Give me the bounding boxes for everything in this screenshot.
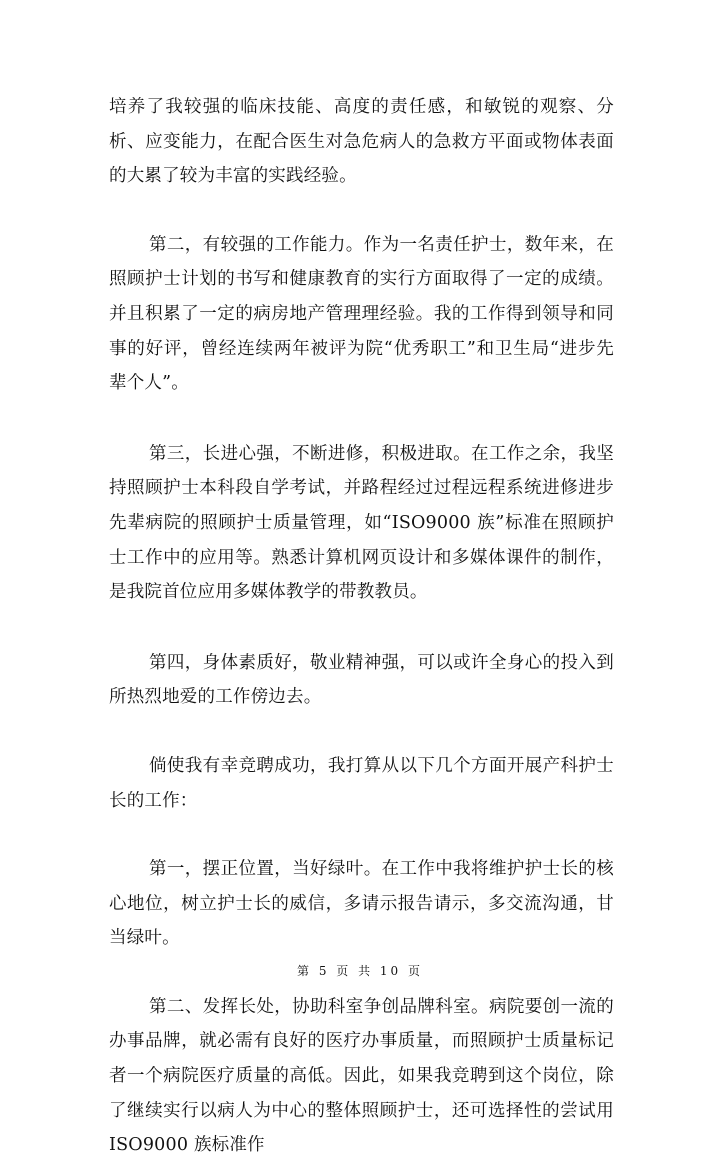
paragraph-third-point: 第三，长进心强，不断进修，积极进取。在工作之余，我坚持照顾护士本科段自学考试，并路程经过过程远程系统进修进步先辈病院的照顾护士质量管理，如“ISO9000 族”标准在照顾护士工作中的应用等。熟悉计算机网页设计和多媒体课件的制作，是我院首位应用多媒体教学的带教教员。 — [109, 443, 614, 603]
paragraph-continuation: 培养了我较强的临床技能、高度的责任感，和敏锐的观察、分析、应变能力，在配合医生对急危病人的急救方平面或物体表面的大累了较为丰富的实践经验。 — [109, 97, 614, 187]
paragraph-plan-first: 第一，摆正位置，当好绿叶。在工作中我将维护护士长的核心地位，树立护士长的威信，多请示报告请示，多交流沟通，甘当绿叶。 — [109, 859, 614, 949]
page-number-footer: 第 5 页 共 10 页 — [297, 964, 423, 978]
paragraph-plan-second: 第二、发挥长处，协助科室争创品牌科室。病院要创一流的办事品牌，就必需有良好的医疗办事质量，而照顾护士质量标记者一个病院医疗质量的高低。因此，如果我竞聘到这个岗位，除了继续实行以病人为中心的整体照顾护士，还可选择性的尝试用 ISO9000 族标准作 — [109, 996, 614, 1156]
document-body — [109, 90, 614, 1163]
paragraph-fourth-point: 第四，身体素质好，敬业精神强，可以或许全身心的投入到所热烈地爱的工作傍边去。 — [109, 652, 614, 708]
paragraph-plan-intro: 倘使我有幸竞聘成功，我打算从以下几个方面开展产科护士长的工作： — [109, 755, 614, 811]
paragraph-second-point: 第二，有较强的工作能力。作为一名责任护士，数年来，在照顾护士计划的书写和健康教育的实行方面取得了一定的成绩。并且积累了一定的病房地产管理理经验。我的工作得到领导和同事的好评，曾经连续两年被评为院“优秀职工”和卫生局“进步先辈个人”。 — [109, 234, 614, 394]
